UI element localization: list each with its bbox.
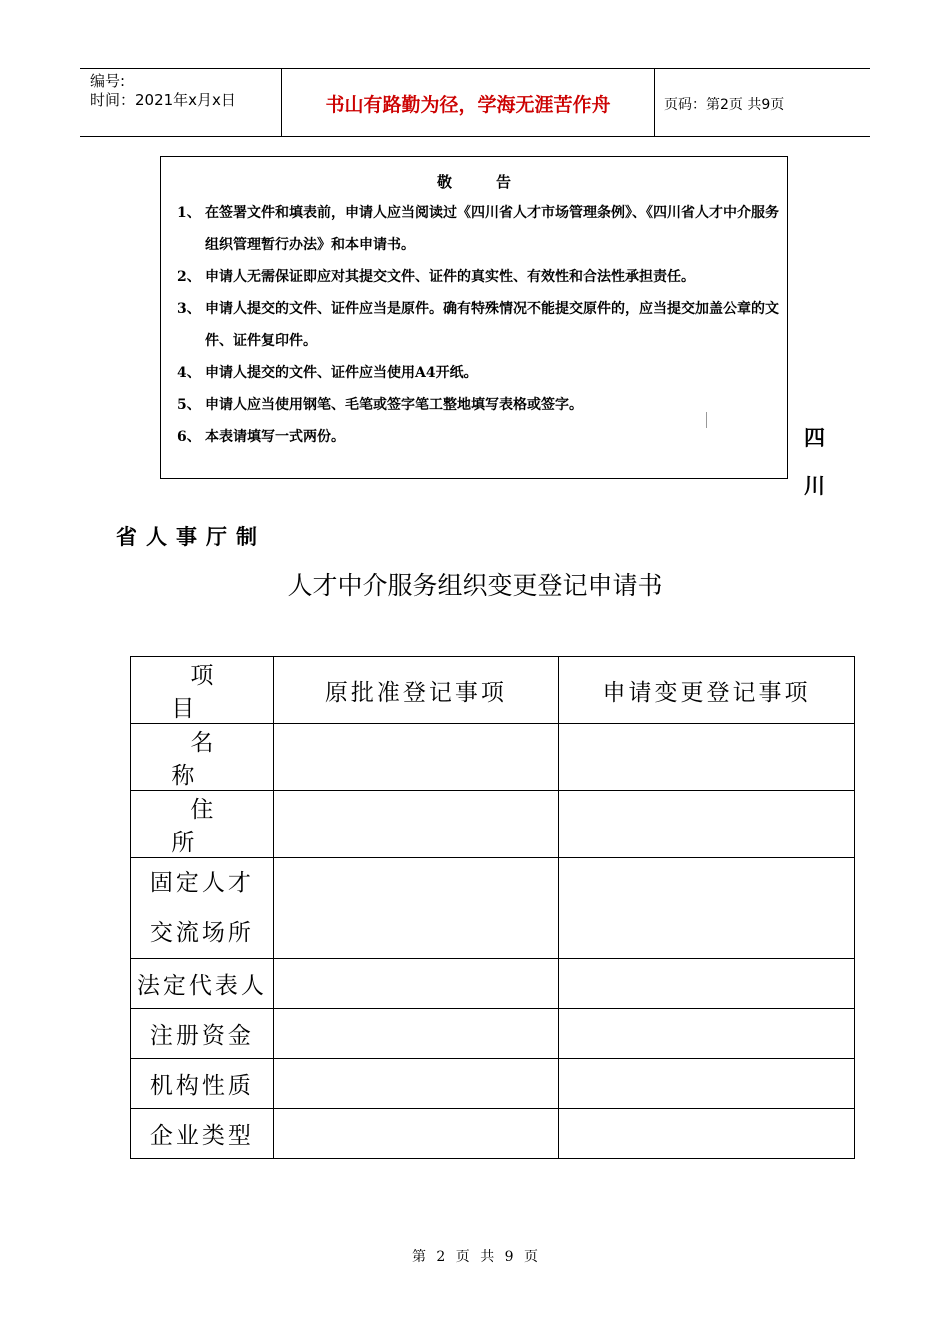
date-label: 时间：2021年x月x日 xyxy=(90,91,236,109)
notice-title: 敬告 xyxy=(436,173,555,191)
table-header-row xyxy=(131,657,855,724)
header-divider xyxy=(654,68,655,136)
change-value-cell[interactable] xyxy=(558,724,854,791)
change-value-cell[interactable] xyxy=(558,791,854,858)
header-top-rule xyxy=(80,68,870,69)
notice-item-text: 申请人提交的文件、证件应当是原件。确有特殊情况不能提交原件的，应当提交加盖公章的文件、证件复印件。 xyxy=(205,301,779,349)
notice-item-text: 申请人应当使用钢笔、毛笔或签字笔工整地填写表格或签字。 xyxy=(205,397,583,413)
original-value-cell[interactable] xyxy=(273,791,558,858)
table-row xyxy=(131,959,855,1009)
table-row xyxy=(131,1009,855,1059)
change-registration-table xyxy=(130,656,855,1159)
header-bottom-rule xyxy=(80,136,870,137)
notice-item xyxy=(177,261,781,293)
header-item: 项目 xyxy=(131,657,274,724)
notice-item-text: 本表请填写一式两份。 xyxy=(205,429,345,445)
table-row xyxy=(131,724,855,791)
row-label-enterprise-type: 企业类型 xyxy=(131,1109,274,1159)
issuer-char-chuan: 川 xyxy=(804,474,825,498)
original-value-cell[interactable] xyxy=(273,724,558,791)
row-label-legal-rep: 法定代表人 xyxy=(131,959,274,1009)
notice-item xyxy=(177,421,781,453)
notice-item xyxy=(177,389,781,421)
issuer-char-si: 四 xyxy=(804,426,825,450)
change-value-cell[interactable] xyxy=(558,1009,854,1059)
header-motto: 书山有路勤为径，学海无涯苦作舟 xyxy=(325,94,611,116)
notice-list xyxy=(177,197,781,453)
original-value-cell[interactable] xyxy=(273,1109,558,1159)
notice-item-number: 6、 xyxy=(177,429,201,445)
row-label-address: 住所 xyxy=(131,791,274,858)
document-title: 人才中介服务组织变更登记申请书 xyxy=(287,571,663,600)
change-value-cell[interactable] xyxy=(558,959,854,1009)
notice-item-number: 5、 xyxy=(177,397,201,413)
header-divider xyxy=(281,68,282,136)
table-row xyxy=(131,858,855,959)
notice-item xyxy=(177,293,781,357)
row-label-venue xyxy=(131,858,274,959)
header-original: 原批准登记事项 xyxy=(273,657,558,724)
header-change: 申请变更登记事项 xyxy=(558,657,854,724)
header-page-info: 页码：第2页 共9页 xyxy=(664,97,785,113)
change-value-cell[interactable] xyxy=(558,858,854,959)
original-value-cell[interactable] xyxy=(273,1009,558,1059)
change-value-cell[interactable] xyxy=(558,1059,854,1109)
row-label-org-nature: 机构性质 xyxy=(131,1059,274,1109)
table-row xyxy=(131,791,855,858)
table-row xyxy=(131,1109,855,1159)
notice-item-number: 4、 xyxy=(177,365,201,381)
notice-item xyxy=(177,197,781,261)
notice-item-text: 在签署文件和填表前，申请人应当阅读过《四川省人才市场管理条例》、《四川省人才中介服务组织管理暂行办法》和本申请书。 xyxy=(205,205,779,253)
notice-item-text: 申请人提交的文件、证件应当使用A4开纸。 xyxy=(205,365,478,381)
row-label-capital: 注册资金 xyxy=(131,1009,274,1059)
notice-box xyxy=(160,156,788,479)
row-label-venue-line2: 交流场所 xyxy=(149,920,254,946)
text-cursor-mark xyxy=(706,412,707,428)
original-value-cell[interactable] xyxy=(273,858,558,959)
notice-item xyxy=(177,357,781,389)
page-footer: 第 2 页 共 9 页 xyxy=(411,1249,539,1265)
change-value-cell[interactable] xyxy=(558,1109,854,1159)
notice-item-number: 2、 xyxy=(177,269,201,285)
original-value-cell[interactable] xyxy=(273,959,558,1009)
row-label-venue-line1: 固定人才 xyxy=(149,870,254,896)
table-row xyxy=(131,1059,855,1109)
issuer-org: 省人事厅制 xyxy=(116,525,266,549)
header-meta xyxy=(90,72,236,110)
serial-label: 编号: xyxy=(90,72,126,90)
notice-item-number: 3、 xyxy=(177,301,201,317)
original-value-cell[interactable] xyxy=(273,1059,558,1109)
notice-item-text: 申请人无需保证即应对其提交文件、证件的真实性、有效性和合法性承担责任。 xyxy=(205,269,695,285)
notice-item-number: 1、 xyxy=(177,205,201,221)
row-label-name: 名称 xyxy=(131,724,274,791)
